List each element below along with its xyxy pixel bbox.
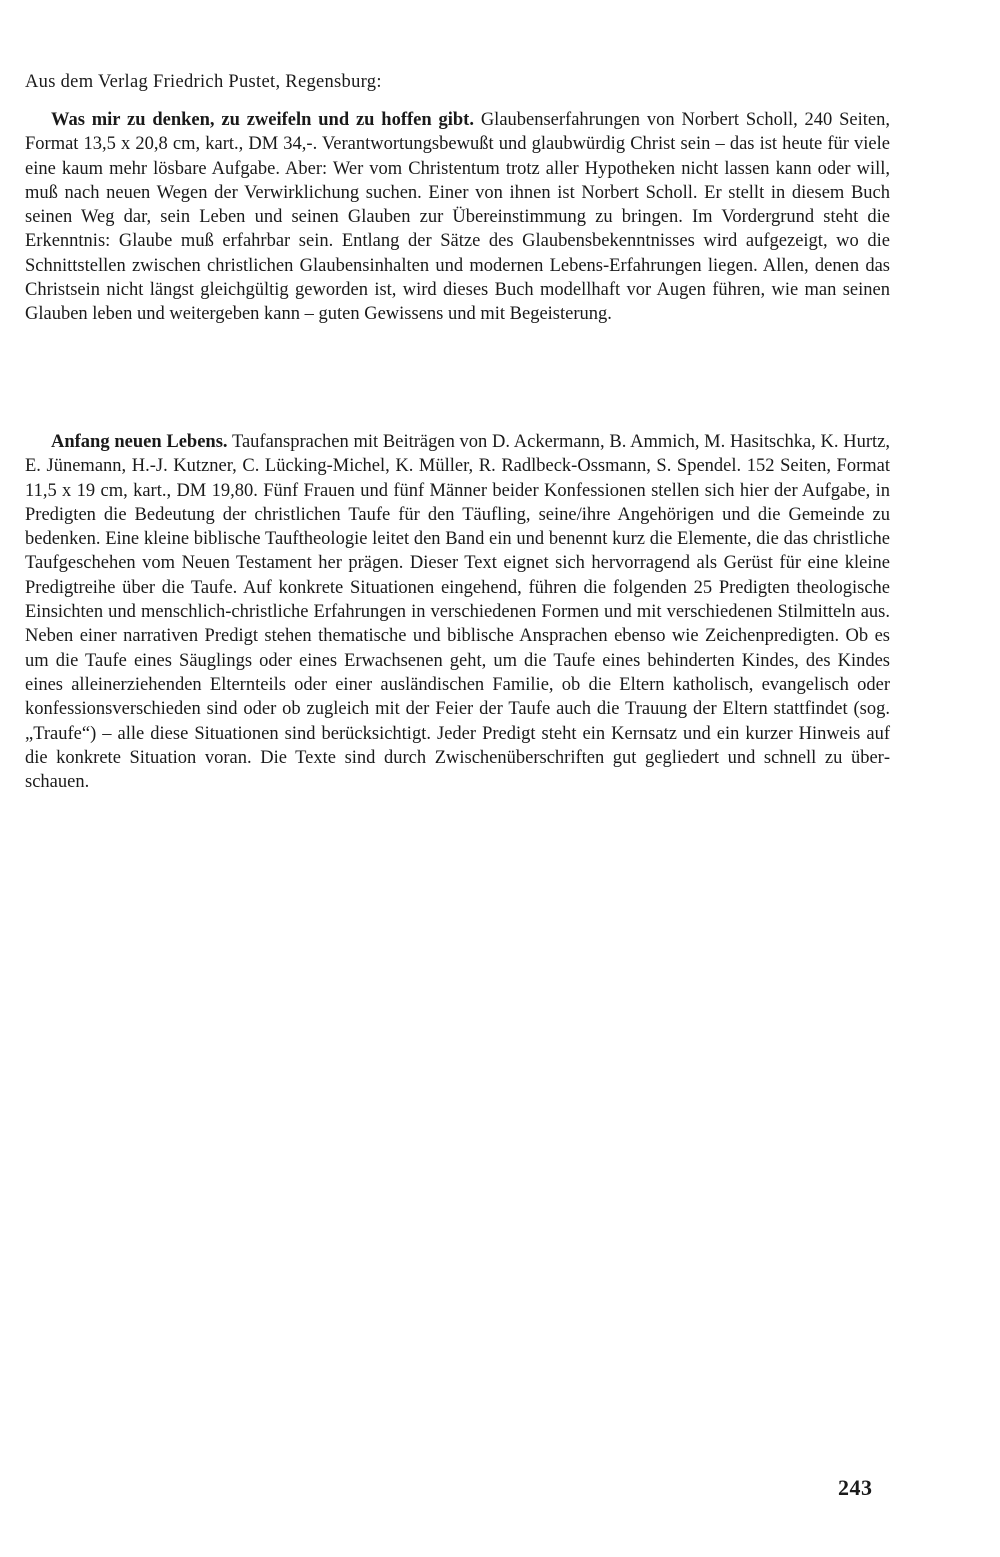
book-title: Anfang neuen Lebens. [51, 432, 228, 452]
page-number: 243 [838, 1475, 873, 1500]
book-title: Was mir zu denken, zu zweifeln und zu hoffen gibt. [51, 110, 474, 130]
publisher-line: Aus dem Verlag Friedrich Pustet, Regensburg: [25, 72, 382, 92]
book-description: Glaubenserfahrungen von Norbert Scholl, 240 Seiten, Format 13,5 x 20,8 cm, kart., DM 34,-. Verantwortungsbewußt und glaubwürdig Christ sein – das ist heute für viele eine kaum mehr lösbare Aufgabe. Aber: Wer vom Christentum trotz aller Hypotheken nicht lassen kann oder will, muß nach neuen Wegen der Verwirklichung suchen. Einer von ihnen ist Norbert Scholl. Er stellt in diesem Buch seinen Weg dar, sein Leben und seinen Glauben zur Übereinstimmung zu bringen. Im Vordergrund steht die Erkenntnis: Glaube muß erfahrbar sein. Entlang der Sätze des Glaubensbekenntnisses wird aufgezeigt, wo die Schnittstellen zwischen christlichen Glaubensinhalten und modernen Lebens-Erfahrungen liegen. Allen, denen das Christsein nicht längst gleichgültig geworden ist, wird dieses Buch modellhaft vor Augen führen, wie man seinen Glauben leben und weitergeben kann – guten Gewissens und mit Begeisterung. [25, 110, 891, 325]
book-entry [25, 108, 890, 327]
book-description: Taufansprachen mit Beiträgen von D. Ackermann, B. Ammich, M. Hasitschka, K. Hurtz, E. Jünemann, H.-J. Kutzner, C. Lücking-Michel, K. Müller, R. Radlbeck-Ossmann, S. Spendel. 152 Seiten, Format 11,5 x 19 cm, kart., DM 19,80. Fünf Frauen und fünf Männer beider Konfessionen stellen sich hier der Aufgabe, in Predigten die Bedeutung der christlichen Taufe für den Täufling, seine/ihre Angehörigen und die Gemeinde zu bedenken. Eine kleine biblische Tauftheologie leitet den Band ein und benennt kurz die Elemente, die das christliche Taufgeschehen vom Neuen Testament her prägen. Dieser Text eignet sich hervorragend als Gerüst für eine kleine Predigtreihe über die Taufe. Auf konkrete Situationen eingehend, führen die folgenden 25 Predigten theologische Einsichten und menschlich-christliche Erfahrungen in verschiedenen Formen und mit verschiedenen Stilmitteln aus. Neben einer narrativen Predigt stehen thematische und biblische Ansprachen ebenso wie Zeichenpredigten. Ob es um die Taufe eines Säuglings oder eines Erwachsenen geht, um die Taufe eines behinderten Kindes, des Kindes eines alleinerziehenden Elternteils oder einer ausländischen Familie, ob die Eltern katholisch, evangelisch oder konfessionsverschieden sind oder ob zugleich mit der Feier der Taufe auch die Trauung der Eltern stattfindet (sog. „Traufe“) – alle diese Situationen sind berücksichtigt. Jeder Predigt steht ein Kernsatz und ein kurzer Hinweis auf die konkrete Situation voran. Die Texte sind durch Zwischenüberschriften gut gegliedert und schnell zu überschauen. [25, 432, 890, 793]
book-entry [25, 430, 890, 794]
